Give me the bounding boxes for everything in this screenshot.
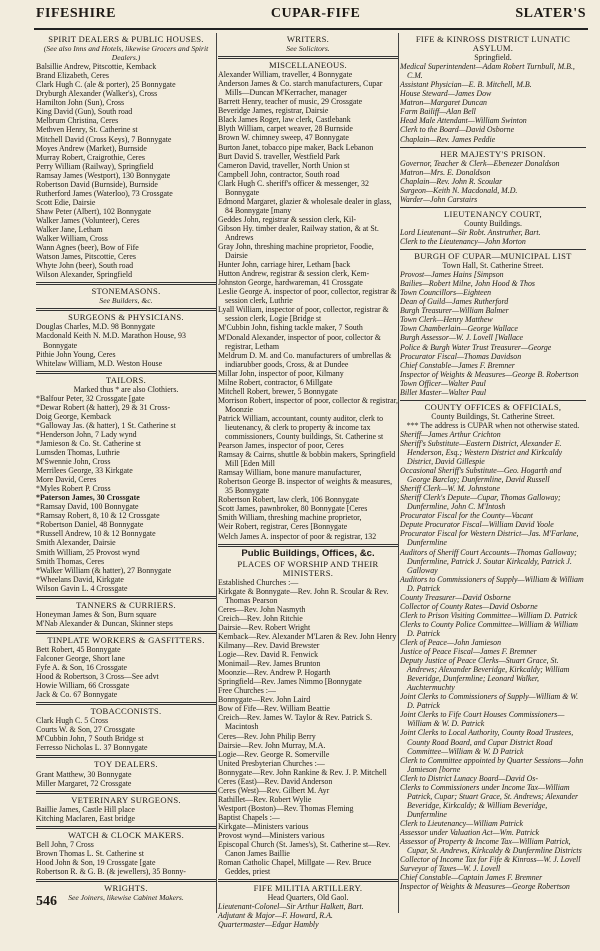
header-rule [34, 28, 588, 30]
header-town: CUPAR-FIFE [270, 6, 361, 21]
official-entry: Clerk to Lieutenancy—William Patrick [400, 818, 523, 828]
entry: Cameron David, traveller, North Union st [218, 160, 350, 170]
entry: Provost wynd—Ministers various [218, 831, 325, 841]
official-entry: Clerks to Commissioners under Income Tax—William Patrick, Cupar; Stuart Grace, St. Andrews; Alexander Beveridge, Kirkcaldy; & William Beveridge, Dunfermline [400, 782, 579, 819]
entry: Honeyman James & Son, Burn square [36, 609, 157, 619]
official-entry: Dean of Guild—James Rutherford [400, 297, 509, 307]
official-entry: Adjutant & Major—F. Howard, R.A. [218, 911, 333, 921]
section-heading: FIFE & KINROSS DISTRICT LUNATIC ASYLUM. [415, 34, 571, 54]
entry: Anderson James & Co. starch manufacturers, Cupar Mills—Duncan M'Kerracher, manager [218, 79, 383, 98]
section-heading: TOY DEALERS. [94, 759, 158, 770]
official-entry: Chaplain—Rev. James Peddie [400, 134, 496, 144]
official-entry: Assistant Physician—E. B. Mitchell, M.B. [400, 80, 532, 90]
entry: Kemback—Rev. Alexander M'Laren & Rev. John Henry [218, 632, 397, 641]
entry: Robertson David (Burnside), Burnside [36, 179, 158, 189]
entry: Burt David S. traveller, Westfield Park [218, 151, 340, 161]
section-heading: BURGH OF CUPAR—MUNICIPAL LIST [414, 251, 572, 262]
official-entry: Provost—James Hains [Simpson [400, 270, 504, 280]
entry: Johnston George, hardwareman, 41 Crossgate [218, 278, 363, 288]
column-divider [398, 33, 399, 913]
section-heading: TINPLATE WORKERS & GASFITTERS. [47, 634, 205, 645]
entry: Hunter John, carriage hirer, Letham [back [218, 260, 351, 270]
entry: Clark Hugh C. (ale & porter), 25 Bonnygate [36, 80, 176, 90]
entry: Bett Robert, 45 Bonnygate [36, 644, 121, 654]
official-entry: Joint Clerks to Local Authority, County Road Trustees, County Road Board, and Cupar District Road Committee—William & W. D Patrick [400, 728, 574, 756]
section-divider [36, 371, 216, 374]
section-divider [36, 282, 216, 285]
official-entry: Head Male Attendant—William Swinton [400, 116, 527, 126]
official-entry: Billet Master—Walter Paul [400, 387, 487, 397]
entry: Clark Hugh C. sheriff's officer & messenger, 32 Bonnygate [218, 178, 369, 197]
section-heading: TANNERS & CURRIERS. [76, 599, 176, 610]
official-entry: Town Councillors—Eighteen [400, 288, 492, 298]
official-entry: Procurator Fiscal for the County—Vacant [400, 511, 533, 521]
section-divider [400, 207, 586, 208]
entry: *Paterson James, 30 Crossgate [36, 493, 140, 503]
entry: Creich—Rev. James W. Taylor & Rev. Patrick S. Macintosh [218, 713, 373, 732]
entry: Robertson R. & G. B. (& jewellers), 35 Bonny- [36, 866, 186, 876]
entry: Pithie John Young, Ceres [36, 349, 116, 359]
entry: Alexander William, traveller, 4 Bonnygate [218, 70, 353, 80]
section-divider [400, 249, 586, 250]
entry: Moyes Andrew (Market), Burnside [36, 143, 147, 153]
entry: Hood & Robertson, 3 Cross—See advt [36, 672, 159, 682]
entry: Clark Hugh C. 5 Cross [36, 716, 109, 726]
official-entry: Chief Constable—James F. Bremner [400, 360, 515, 370]
header-county: FIFESHIRE [36, 6, 116, 21]
entry: Meldrum D. M. and Co. manufacturers of umbrellas & indiarubber goods, Cross, & at Dundee [218, 350, 392, 369]
entry: Baptist Chapels :— [218, 812, 280, 822]
entry: Burton Janet, tobacco pipe maker, Back Lebanon [218, 142, 374, 152]
column-left [36, 33, 216, 913]
official-entry: Deputy Justice of Peace Clerks—Stuart Grace, St. Andrews; Alexander Beveridge, Kirkcaldy; William Beveridge, Dunfermline; Leonard Walker, Auchtermuchty [400, 656, 570, 693]
official-entry: Auditors of Sheriff Court Accounts—Thomas Galloway; Dunfermline, Patrick J. Soutar Kirkcaldy, Patrick J. Galloway [400, 547, 577, 575]
section-divider [400, 147, 586, 148]
section-note: See Solicitors. [286, 44, 330, 54]
section-heading: WATCH & CLOCK MAKERS. [67, 829, 185, 840]
entry: Lyall William, inspector of poor, collector, registrar & session clerk, Logie [Bridge st [218, 305, 389, 324]
entry: Whitelaw William, M.D. Weston House [36, 358, 163, 368]
entry: Hamilton John (Sun), Cross [36, 98, 125, 108]
entry: Wann Agnes (beer), Bow of Fife [36, 243, 139, 253]
official-entry: Sheriff Clerk—W. M. Johnstone [400, 484, 500, 494]
entry: Springfield—Rev. James Nimmo [Bonnygate [218, 677, 362, 687]
entry: Ceres (West)—Rev. Gilbert M. Ayr [218, 785, 330, 795]
entry: Logie—Rev. George R. Somerville [218, 749, 330, 759]
entry: Macdonald Keith N. M.D. Marathon House, 93 Bonnygate [36, 331, 186, 350]
section-heading: TAILORS. [105, 374, 147, 385]
entry: Ramsay & Cairns, shuttle & bobbin makers, Springfield Mill [Eden Mill [218, 450, 396, 469]
entry: Dryburgh Alexander (Walker's), Cross [36, 89, 158, 99]
entry: Douglas Charles, M.D. 98 Bonnygate [36, 322, 156, 332]
official-entry: Governor, Teacher & Clerk—Ebenezer Donaldson [400, 158, 560, 168]
entry: Shaw Peter (Albert), 102 Bonnygate [36, 206, 152, 216]
official-entry: Auditors to Commissioners of Supply—William & William D. Patrick [400, 574, 584, 593]
major-heading: Public Buildings, Offices, &c. [241, 547, 375, 559]
entry: Ramsay William, bone manure manufacturer, [218, 468, 362, 478]
official-entry: Clerk to the Lieutenancy—John Morton [400, 236, 526, 246]
section-divider [36, 826, 216, 829]
entry: Roman Catholic Chapel, Millgate — Rev. Bruce Geddes, priest [218, 858, 372, 877]
official-entry: Town Officer—Walter Paul [400, 378, 486, 388]
entry: Smith William, 25 Provost wynd [36, 547, 140, 557]
page-number: 546 [36, 894, 57, 909]
official-entry: Clerk of Peace—John Jamieson [400, 638, 502, 647]
entry: Rathillet—Rev. Robert Wylie [218, 794, 312, 804]
official-entry: Collector of Income Tax for Fife & Kinross—W. J. Lovell [400, 855, 581, 865]
entry: *Ramsay David, 100 Bonnygate [36, 502, 139, 512]
entry: Smith Thomas, Ceres [36, 556, 105, 566]
section-divider [36, 879, 216, 882]
entry: M'Donald Alexander, inspector of poor, collector & registrar, Letham [218, 332, 381, 351]
entry: Brown W. chimney sweep, 47 Bonnygate [218, 133, 349, 143]
official-entry: Clerks to County Police Committee—William & William D. Patrick [400, 619, 578, 638]
official-entry: Clerk to the Board—David Osborne [400, 125, 515, 135]
official-entry: Burgh Treasurer—William Balmer [400, 306, 509, 316]
entry: Barrett Henry, teacher of music, 29 Crossgate [218, 97, 363, 107]
entry: M'Nab Alexander & Duncan, Skinner steps [36, 618, 173, 628]
official-entry: Town Clerk—Henry Matthew [400, 315, 493, 325]
official-entry: Lieutenant-Colonel—Sir Arthur Halkett, Bart. [218, 902, 364, 912]
section-heading: SURGEONS & PHYSICIANS. [68, 312, 184, 323]
official-entry: Joint Clerks to Commissioners of Supply—William & W. D. Patrick [400, 692, 579, 711]
entry: Brand Elizabeth, Ceres [36, 71, 109, 81]
entry: Ceres—Rev. John Nasmyth [218, 604, 306, 614]
entry: Jack & Co. 67 Bonnygate [36, 690, 118, 700]
column-right [400, 33, 586, 913]
section-heading: FIFE MILITIA ARTILLERY. [253, 883, 363, 894]
entry: Kilmany—Rev. David Brewster [218, 641, 320, 651]
entry: Howie William, 66 Crossgate [36, 681, 130, 691]
official-entry: Bailies—Robert Milne, John Hood & Thos [400, 279, 536, 289]
entry: Beveridge James, registrar, Dairsie [218, 106, 329, 116]
entry: M'Cubbin John, 7 South Bridge st [36, 734, 144, 744]
entry: Bell John, 7 Cross [36, 839, 94, 849]
entry: Black James Roger, law clerk, Castlebank [218, 115, 351, 125]
section-note: See Joiners, likewise Cabinet Makers. [68, 893, 184, 903]
entry: Edmond Margaret, glazier & wholesale dealer in glass, 84 Bonnygate [many [218, 196, 392, 215]
official-entry: Police & Burgh Water Trust Treasurer—George [400, 342, 552, 352]
official-entry: Clerk to District Lunacy Board—David Os- [400, 773, 539, 783]
entry: *Myles Robert P. Cross [36, 484, 111, 494]
official-entry: Inspector of Weights & Measures—George Robertson [400, 882, 570, 892]
entry: Robertson Robert, law clerk, 106 Bonnygate [218, 495, 359, 505]
section-divider [36, 308, 216, 311]
centered-note: Springfield. [474, 53, 512, 63]
entry: Bow of Fife—Rev. William Beattie [218, 704, 330, 714]
entry: Monimail—Rev. James Brunton [218, 659, 321, 669]
official-entry: Town Chamberlain—George Wallace [400, 324, 518, 334]
official-entry: Collector of County Rates—David Osborne [400, 601, 538, 611]
entry: Walker Jane, Letham [36, 224, 103, 234]
entry: *Robertson Daniel, 48 Bonnygate [36, 520, 144, 530]
section-heading: HER MAJESTY'S PRISON. [440, 148, 546, 159]
official-entry: Matron—Mrs. E. Donaldson [400, 167, 491, 177]
centered-note: County Buildings. [464, 218, 522, 228]
entry: *Wheelans David, Kirkgate [36, 574, 124, 584]
official-entry: Sheriff Clerk's Depute—Cupar, Thomas Galloway; Dunfermline, John C. M'Intosh [400, 493, 561, 512]
entry: Gibson Hy. timber dealer, Railway station, & at St. Andrews [218, 223, 379, 242]
header-publisher: SLATER'S [515, 6, 586, 21]
entry: Merrilees George, 33 Kirkgate [36, 466, 133, 476]
entry: Mitchell Robert, brewer, 5 Bonnygate [218, 386, 338, 396]
official-entry: Farm Bailiff—Alan Bell [400, 107, 476, 117]
entry: Fyfe A. & Son, 16 Crossgate [36, 663, 127, 673]
entry: *Henderson John, 7 Lady wynd [36, 429, 137, 439]
section-divider [36, 702, 216, 705]
section-divider [36, 791, 216, 794]
entry: Morrison Robert, inspector of poor, collector & registrar, Moonzie [218, 395, 398, 414]
entry: Mitchell David (Cross Keys), 7 Bonnygate [36, 134, 172, 144]
official-entry: Assessor under Valuation Act—Wm. Patrick [400, 827, 540, 837]
column-middle [218, 33, 398, 930]
entry: Milne Robert, contractor, 6 Millgate [218, 377, 333, 387]
entry: Creich—Rev. John Ritchie [218, 613, 303, 623]
official-entry: Clerk to Committee appointed by Quarter Sessions—John Jamieson [borne [400, 755, 584, 774]
entry: Blyth William, carpet weaver, 28 Burnside [218, 124, 353, 134]
entry: Walker William, Cross [36, 234, 108, 244]
entry: Lumsden Thomas, Luthrie [36, 448, 120, 458]
official-entry: Procurator Fiscal for Western District—Jas. M'Farlane, Dunfermline [400, 529, 579, 548]
entry: Leslie George A. inspector of poor, collector, registrar & session clerk, Luthrie [218, 287, 397, 306]
section-divider [400, 400, 586, 401]
official-entry: Lord Lieutenant—Sir Robt. Anstruther, Bart. [400, 227, 541, 237]
official-entry: House Steward—James Dow [400, 89, 492, 99]
entry: Millar John, inspector of poor, Kilmany [218, 368, 344, 378]
entry: Patrick William, accountant, county auditor, clerk to lieutenancy, & clerk to property & income tax commissioners, County buildings, St. Catherine st [218, 413, 384, 442]
centered-note: Marked thus * are also Clothiers. [73, 384, 179, 394]
entry: King David (Gun), South road [36, 107, 133, 117]
section-note: See Builders, &c. [99, 296, 153, 306]
section-heading: PLACES OF WORSHIP AND THEIR MINISTERS. [237, 558, 379, 578]
section-divider [36, 596, 216, 599]
section-divider [36, 755, 216, 758]
entry: Weir Robert, registrar, Ceres [Bonnygate [218, 522, 348, 532]
entry: Dairsie—Rev. Robert Wright [218, 622, 311, 632]
official-entry: Justice of Peace Fiscal—James F. Bremner [400, 647, 537, 657]
entry: Doig George, Kemback [36, 411, 112, 421]
entry: *Balfour Peter, 32 Crossgate [gate [36, 393, 145, 403]
section-heading: COUNTY OFFICES & OFFICIALS, [424, 401, 562, 412]
entry: Moonzie—Rev. Andrew P. Hogarth [218, 668, 331, 678]
entry: *Dewar Robert (& hatter), 29 & 31 Cross- [36, 402, 171, 412]
entry: Grant Matthew, 30 Bonnygate [36, 769, 132, 779]
entry: Wilson Gavin L. 4 Crossgate [36, 583, 128, 593]
entry: Baillie James, Castle Hill place [36, 804, 135, 814]
entry: Dairsie—Rev. John Murray, M.A. [218, 740, 326, 750]
centered-note: County Buildings, St. Catherine Street. [431, 411, 555, 421]
section-divider [36, 631, 216, 634]
entry: Falconer George, Short lane [36, 654, 125, 663]
section-note: (See also Inns and Hotels, likewise Grocers and Spirit Dealers.) [43, 44, 209, 63]
entry: Welch James A. inspector of poor & registrar, 132 [218, 531, 377, 541]
entry: *Walker William (& hatter), 27 Bonnygate [36, 565, 172, 575]
entry: M'Swennie John, Cross [36, 457, 111, 467]
entry: Murray Robert, Craigrothie, Ceres [36, 152, 145, 162]
official-entry: Clerk to Prison Visiting Committee—William D. Patrick [400, 610, 578, 620]
centered-note: Town Hall, St. Catherine Street. [442, 261, 544, 271]
entry: Brown Thomas L. St. Catherine st [36, 848, 144, 858]
entry: Melbrum Christina, Ceres [36, 116, 119, 126]
official-entry: Warder—John Carstairs [400, 194, 478, 204]
section-heading: TOBACCONISTS. [90, 706, 162, 717]
section-divider [218, 879, 398, 882]
official-entry: Medical Superintendent—Adam Robert Turnbull, M.B., C.M. [400, 62, 575, 81]
entry: Miller Margaret, 72 Crossgate [36, 778, 132, 788]
entry: *Jamieson & Co. St. Catherine st [36, 438, 141, 448]
entry: *Galloway Jas. (& hatter), 1 St. Catherine st [36, 420, 176, 430]
section-heading: WRIGHTS. [104, 882, 148, 893]
entry: Rutherford James (Waterloo), 73 Crossgate [36, 188, 173, 198]
entry: Bonnygate—Rev. John Laird [218, 695, 311, 705]
entry: Smith William, threshing machine proprietor, [218, 513, 362, 523]
official-entry: Assessor of Property & Income Tax—William Patrick, Cupar, St. Andrews, Kirkcaldy & Dunfermline Districts [400, 837, 582, 856]
entry: Whyte John (beer), South road [36, 261, 134, 271]
entry: *Russell Andrew, 10 & 12 Bonnygate [36, 529, 156, 539]
entry: United Presbyterian Churches :— [218, 758, 325, 768]
entry: Hood John & Son, 19 Crossgate [gate [36, 857, 156, 867]
official-entry: Surgeon—Keith N. Macdonald, M.D. [400, 185, 518, 195]
entry: Pearson James, inspector of poor, Ceres [218, 441, 344, 451]
entry: Geddes John, registrar & session clerk, Kil- [218, 214, 357, 224]
official-entry: Matron—Margaret Duncan [400, 98, 488, 108]
entry: *Ramsay Robert, 8, 10 & 12 Crossgate [36, 511, 160, 521]
entry: Perry William (Railway), Springfield [36, 161, 154, 171]
entry: Kitching Maclaren, East bridge [36, 813, 136, 823]
section-heading: WRITERS. [286, 34, 330, 44]
entry: Westport (Boston)—Rev. Thomas Fleming [218, 803, 354, 813]
entry: Balsillie Andrew, Pitscottie, Kemback [36, 62, 157, 72]
entry: Free Churches :— [218, 686, 276, 696]
section-heading: MISCELLANEOUS. [269, 60, 347, 71]
entry: Kirkgate—Ministers various [218, 821, 309, 831]
entry: Hutton Andrew, registrar & session clerk, Kem- [218, 269, 370, 279]
entry: Campbell John, contractor, South road [218, 169, 340, 179]
entry: Ramsay James (Westport), 130 Bonnygate [36, 170, 171, 180]
entry: Logie—Rev. David R. Fenwick [218, 650, 319, 660]
section-heading: SPIRIT DEALERS & PUBLIC HOUSES. [48, 34, 204, 44]
entry: Wilson Alexander, Springfield [36, 270, 133, 280]
official-entry: Inspector of Weights & Measures—George B. Robertson [400, 369, 579, 379]
entry: Scott James, pawnbroker, 80 Bonnygate [Ceres [218, 504, 368, 514]
official-entry: Joint Clerks to Fife Court Houses Commissioners—William & W. D. Patrick [400, 710, 565, 729]
centered-note: *** The address is CUPAR when not otherwise stated. [406, 420, 580, 430]
entry: Ceres—Rev. John Philip Berry [218, 731, 316, 741]
entry: Courts W. & Son, 27 Crossgate [36, 725, 135, 735]
page-header [36, 6, 586, 28]
official-entry: Sheriff's Substitute—Eastern District, Alexander E. Henderson, Esq.; Western District and Kirkcaldy District, David Gillespie [400, 438, 563, 467]
official-entry: Occasional Sheriff's Substitute—Geo. Hogarth and George Barclay; Dunfermline, David Russell [400, 466, 562, 485]
official-entry: County Treasurer—David Osborne [400, 592, 511, 602]
official-entry: Chaplain—Rev. John R. Scoular [400, 176, 503, 186]
official-entry: Quartermaster—Edgar Hambly [218, 920, 319, 930]
entry: Scott Edie, Dairsie [36, 197, 96, 207]
section-heading: LIEUTENANCY COURT, [444, 208, 542, 219]
entry: Ceres (East)—Rev. David Anderson [218, 776, 333, 786]
centered-note: Head Quarters, Old Gaol. [267, 893, 349, 903]
official-entry: Chief Constable—Captain James F. Bremner [400, 873, 543, 883]
entry: Methven Henry, St. Catherine st [36, 125, 138, 135]
official-entry: Burgh Assessor—W. J. Lovell [Wallace [400, 333, 524, 343]
official-entry: Sheriff—James Arthur Crichton [400, 429, 501, 439]
entry: Walker James (Volunteer), Ceres [36, 215, 140, 225]
entry: Gray John, threshing machine proprietor, Foodie, Dairsie [218, 242, 374, 261]
official-entry: Depute Procurator Fiscal—William David Yoole [400, 520, 554, 530]
official-entry: Surveyor of Taxes—W. J. Lovell [400, 864, 501, 874]
entry: Watson James, Pitscottie, Ceres [36, 252, 136, 262]
entry: M'Cubbin John, fishing tackle maker, 7 South [218, 323, 363, 333]
entry: Kirkgate & Bonnygate—Rev. John R. Scoular & Rev. Thomas Pearson [218, 586, 389, 605]
section-heading: STONEMASONS. [91, 286, 161, 297]
section-divider [218, 56, 398, 59]
entry: Bonnygate—Rev. John Rankine & Rev. J. P. Mitchell [218, 767, 387, 777]
entry: Established Churches :— [218, 577, 299, 587]
entry: More David, Ceres [36, 475, 97, 485]
entry: Smith Alexander, Dairsie [36, 538, 116, 548]
section-divider [218, 544, 398, 547]
entry: Robertson George B. inspector of weights & measures, 35 Bonnygate [218, 477, 393, 496]
official-entry: Procurator Fiscal—Thomas Davidson [400, 351, 522, 361]
column-divider [216, 33, 217, 913]
entry: Ferresso Nicholas L. 37 Bonnygate [36, 743, 148, 753]
entry: Episcopal Church (St. James's), St. Catherine st—Rev. Canon James Baillie [218, 840, 391, 859]
section-heading: VETERINARY SURGEONS. [71, 794, 181, 805]
